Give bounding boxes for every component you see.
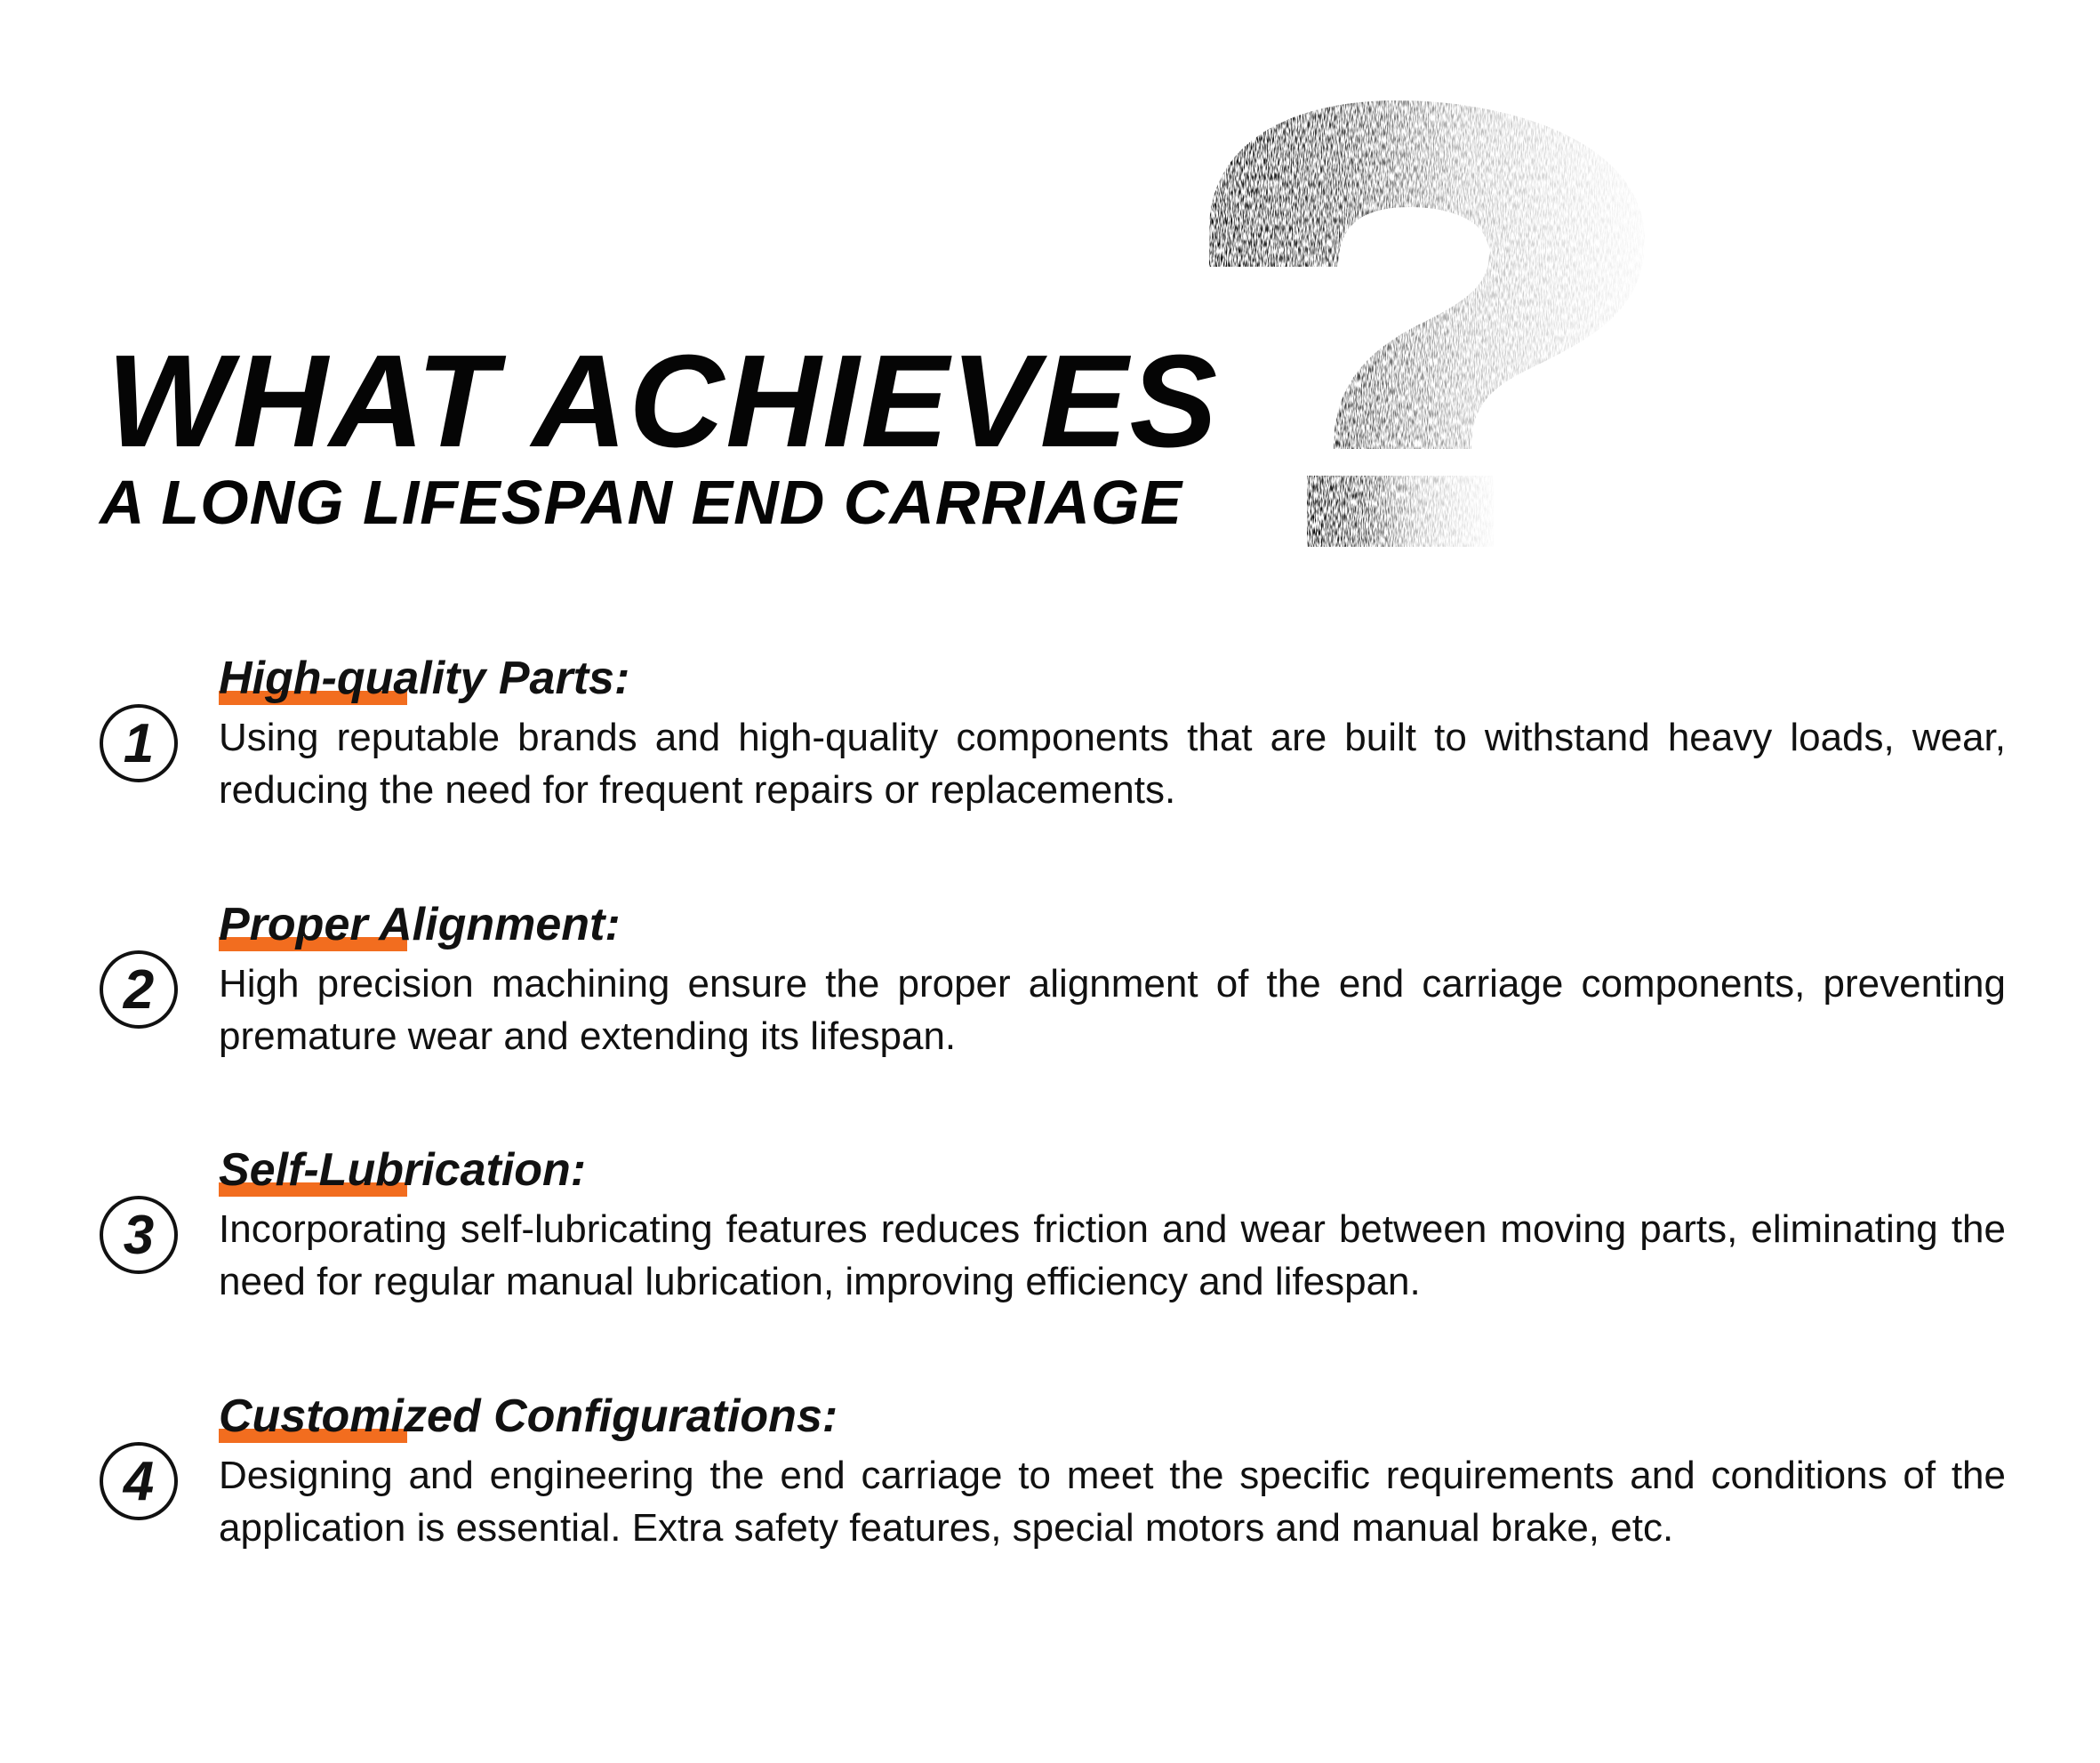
number-badge: 2 xyxy=(100,950,178,1029)
number-badge: 3 xyxy=(100,1196,178,1274)
number-badge: 4 xyxy=(100,1442,178,1520)
page-subtitle: A LONG LIFESPAN END CARRIAGE xyxy=(100,468,1183,537)
item-description: High precision machining ensure the proper alignment of the end carriage components, preventing premature wear and extending its lifespan. xyxy=(219,962,2006,1058)
item-heading: High-quality Parts: xyxy=(219,653,630,704)
item-heading: Self-Lubrication: xyxy=(219,1144,587,1196)
question-mark-icon xyxy=(1182,84,1680,547)
item-heading-wrap xyxy=(219,895,621,958)
item-description: Incorporating self-lubricating features reduces friction and wear between moving parts, eliminating the need for regular manual lubrication, improving efficiency and lifespan. xyxy=(219,1207,2006,1303)
item-heading: Customized Configurations: xyxy=(219,1390,838,1442)
item-heading: Proper Alignment: xyxy=(219,899,621,950)
number-badge: 1 xyxy=(100,704,178,782)
item-heading-wrap xyxy=(219,1141,586,1203)
item-heading-wrap xyxy=(219,1387,838,1449)
item-description: Designing and engineering the end carriage to meet the specific requirements and conditions of the application is essential. Extra safety features, special motors and manual brake, etc. xyxy=(219,1454,2006,1550)
item-description: Using reputable brands and high-quality components that are built to withstand heavy loads, wear, reducing the need for frequent repairs or replacements. xyxy=(219,716,2006,812)
item-heading-wrap xyxy=(219,649,629,711)
page-title: WHAT ACHIEVES xyxy=(107,328,1220,475)
